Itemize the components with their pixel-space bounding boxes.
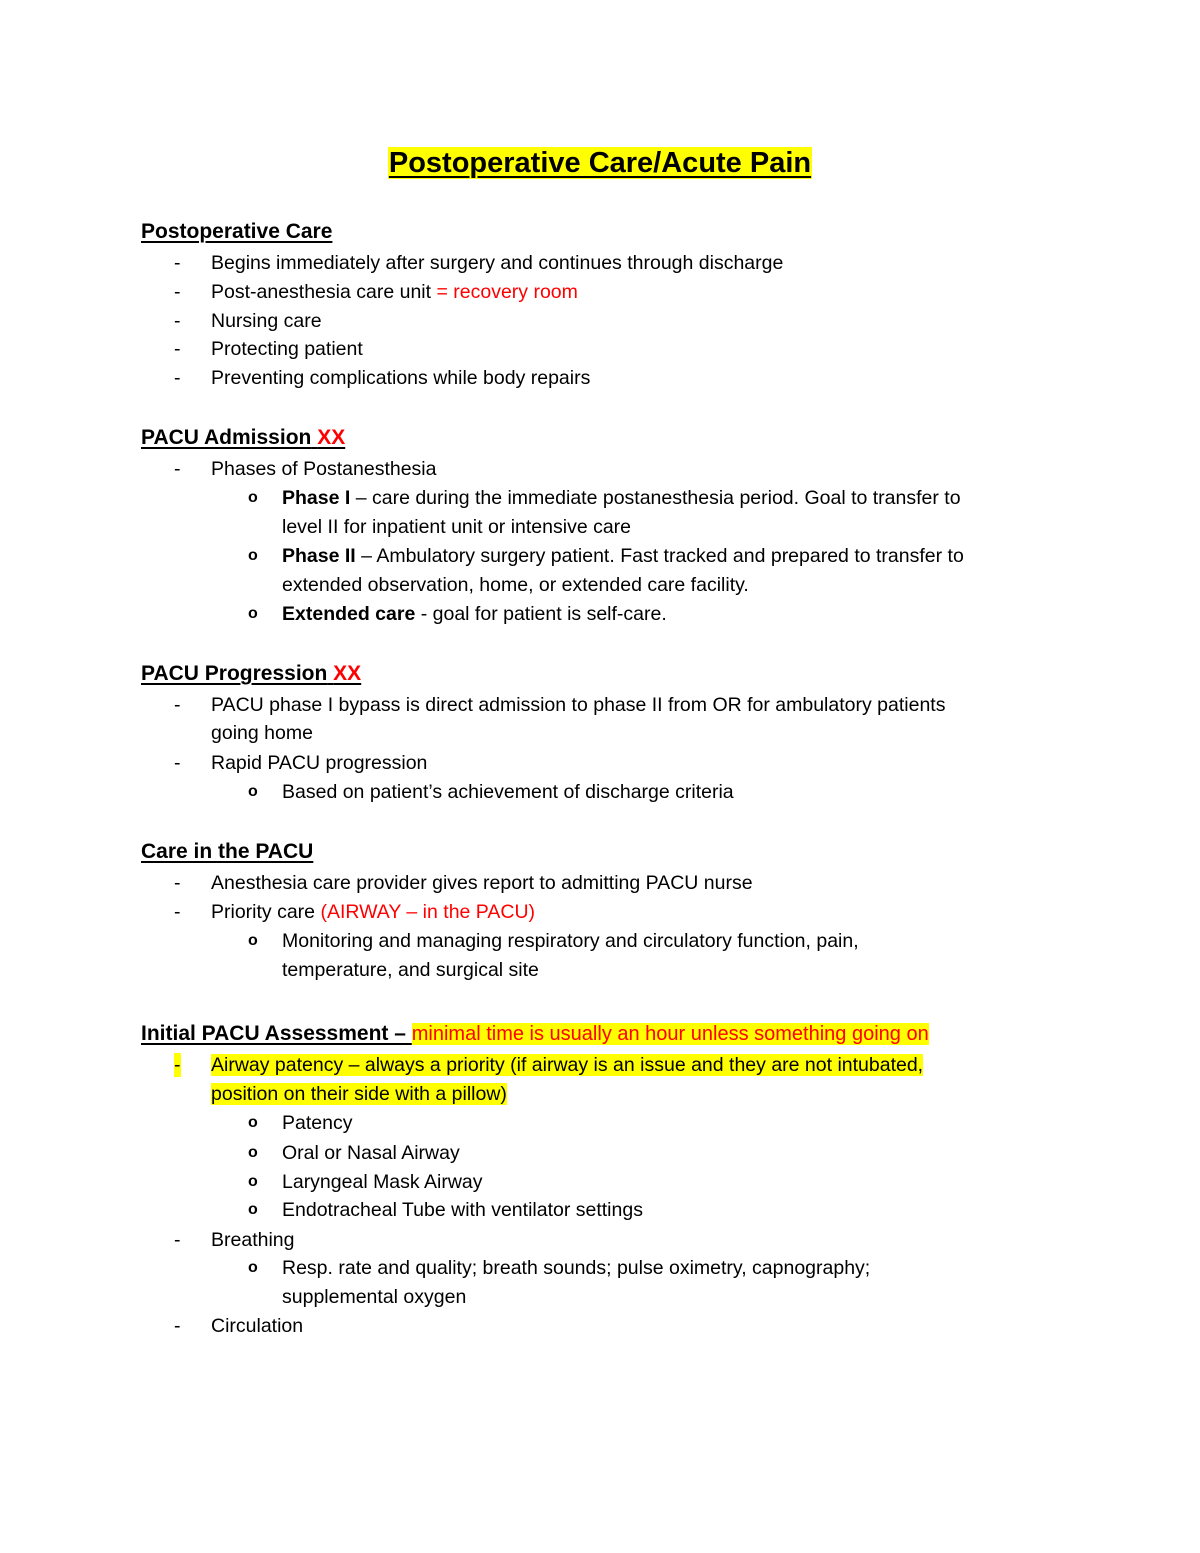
section-heading-initial-pacu-assessment: Initial PACU Assessment – minimal time is usually an hour unless something going on (141, 1022, 929, 1045)
dash-bullet: - (174, 1229, 181, 1251)
sub-list-item: Resp. rate and quality; breath sounds; pulse oximetry, capnography; (282, 1257, 871, 1279)
circle-bullet: o (248, 1173, 258, 1190)
dash-bullet: - (174, 310, 181, 332)
circle-bullet: o (248, 1201, 258, 1218)
highlighted-note: minimal time is usually an hour unless something going on (411, 1023, 929, 1045)
circle-bullet: o (248, 547, 258, 564)
list-item: Rapid PACU progression (211, 752, 428, 774)
sub-list-item-continuation: level II for inpatient unit or intensive care (282, 516, 632, 538)
list-item: Protecting patient (211, 338, 363, 360)
list-item-continuation: going home (211, 722, 313, 744)
dash-bullet: - (174, 694, 181, 716)
sub-list-item: Endotracheal Tube with ventilator settings (282, 1199, 643, 1221)
section-heading-postoperative-care: Postoperative Care (141, 220, 333, 243)
list-item: PACU phase I bypass is direct admission to phase II from OR for ambulatory patients (211, 694, 946, 716)
dash-bullet: - (174, 252, 181, 274)
list-item: Airway patency – always a priority (if airway is an issue and they are not intubated, (211, 1054, 924, 1076)
list-item: Breathing (211, 1229, 295, 1251)
sub-list-item: Phase II – Ambulatory surgery patient. Fast tracked and prepared to transfer to (282, 545, 964, 567)
section-heading-pacu-progression: PACU Progression XX (141, 662, 362, 685)
list-item: Priority care (AIRWAY – in the PACU) (211, 901, 536, 923)
dash-bullet: - (174, 1315, 181, 1337)
dash-bullet: - (174, 367, 181, 389)
dash-bullet: - (174, 281, 181, 303)
list-item: Nursing care (211, 310, 322, 332)
sub-list-item: Laryngeal Mask Airway (282, 1171, 483, 1193)
list-item: Post-anesthesia care unit = recovery room (211, 281, 578, 303)
sub-list-item-continuation: temperature, and surgical site (282, 959, 539, 981)
dash-bullet: - (174, 458, 181, 480)
list-item: Circulation (211, 1315, 304, 1337)
dash-bullet: - (174, 872, 181, 894)
page-title: Postoperative Care/Acute Pain (388, 147, 812, 179)
sub-list-item-continuation: extended observation, home, or extended care facility. (282, 574, 749, 596)
list-item: Phases of Postanesthesia (211, 458, 437, 480)
circle-bullet: o (248, 489, 258, 506)
list-item: Begins immediately after surgery and continues through discharge (211, 252, 784, 274)
section-heading-pacu-admission: PACU Admission XX (141, 426, 346, 449)
sub-list-item: Based on patient’s achievement of discharge criteria (282, 781, 734, 803)
sub-list-item-continuation: supplemental oxygen (282, 1286, 467, 1308)
list-item: Preventing complications while body repairs (211, 367, 591, 389)
section-heading-care-in-pacu: Care in the PACU (141, 840, 314, 863)
circle-bullet: o (248, 932, 258, 949)
dash-bullet: - (174, 338, 181, 360)
red-note: (AIRWAY – in the PACU) (320, 901, 536, 923)
circle-bullet: o (248, 1144, 258, 1161)
dash-bullet: - (174, 752, 181, 774)
red-note: = recovery room (431, 281, 578, 303)
circle-bullet: o (248, 1114, 258, 1131)
dash-bullet: - (174, 1054, 181, 1076)
sub-list-item: Patency (282, 1112, 353, 1134)
sub-list-item: Monitoring and managing respiratory and circulatory function, pain, (282, 930, 859, 952)
circle-bullet: o (248, 1259, 258, 1276)
list-item: Anesthesia care provider gives report to admitting PACU nurse (211, 872, 753, 894)
sub-list-item: Phase I – care during the immediate postanesthesia period. Goal to transfer to (282, 487, 961, 509)
sub-list-item: Oral or Nasal Airway (282, 1142, 460, 1164)
circle-bullet: o (248, 783, 258, 800)
dash-bullet: - (174, 901, 181, 923)
list-item-continuation: position on their side with a pillow) (211, 1083, 507, 1105)
sub-list-item: Extended care - goal for patient is self-care. (282, 603, 667, 625)
circle-bullet: o (248, 605, 258, 622)
